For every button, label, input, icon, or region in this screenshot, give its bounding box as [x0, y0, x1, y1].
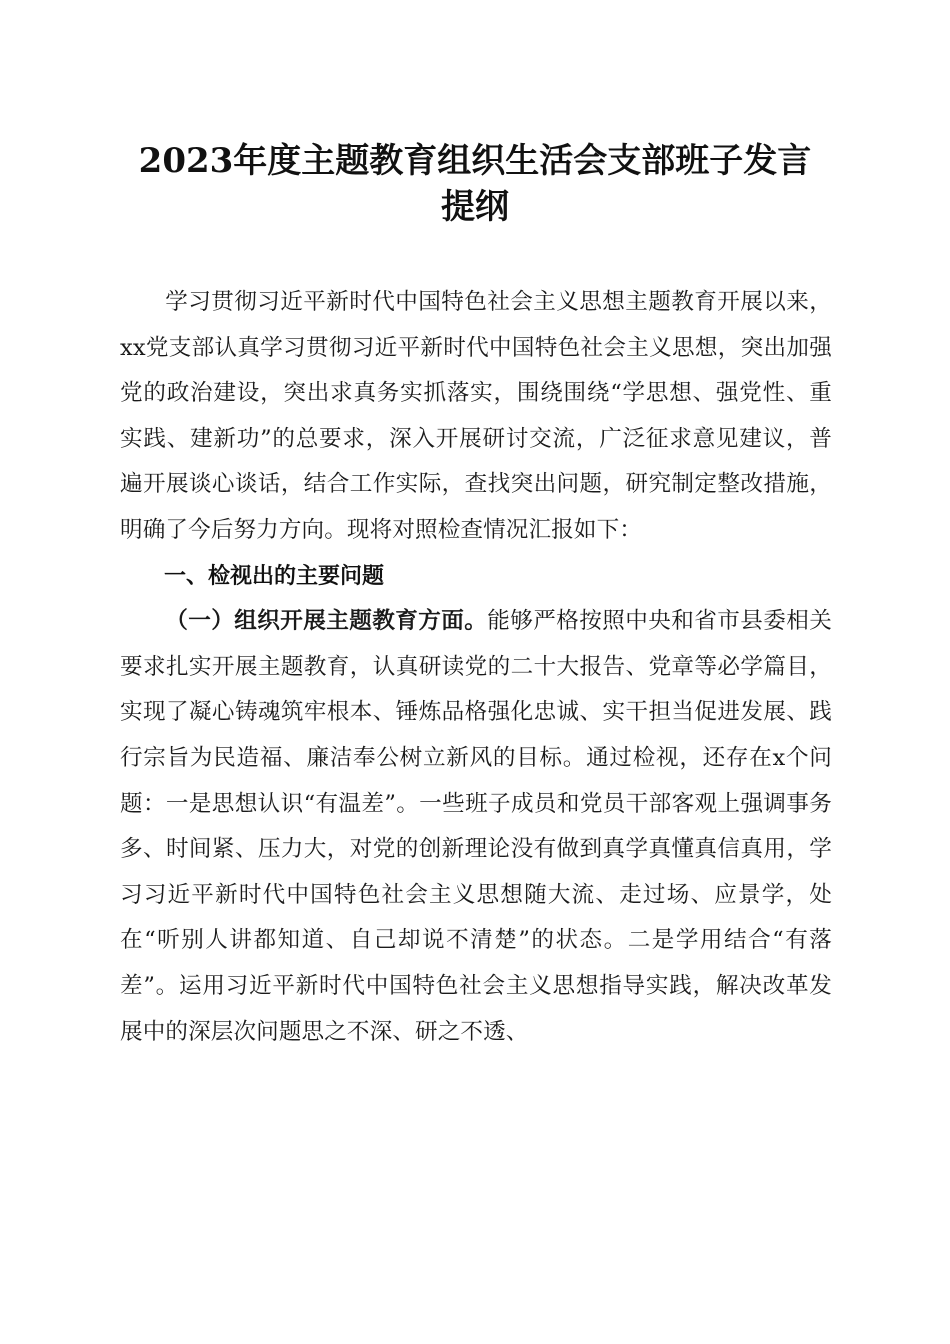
subsection-text: 能够严格按照中央和省市县委相关要求扎实开展主题教育，认真研读党的二十大报告、党章等必学篇目，实现了凝心铸魂筑牢根本、锤炼品格强化忠诚、实干担当促进发展、践行宗旨为民造福、廉洁奉公树立新风的目标。通过检视，还存在x个问题：一是思想认识“有温差”。一些班子成员和党员干部客观上强调事务多、时间紧、压力大，对党的创新理论没有做到真学真懂真信真用，学习习近平新时代中国特色社会主义思想随大流、走过场、应景学，处在“听别人讲都知道、自己却说不清楚”的状态。二是学用结合“有落差”。运用习近平新时代中国特色社会主义思想指导实践，解决改革发展中的深层次问题思之不深、研之不透、 [120, 608, 832, 1045]
document-body [120, 280, 832, 1055]
intro-paragraph: 学习贯彻习近平新时代中国特色社会主义思想主题教育开展以来，xx党支部认真学习贯彻习近平新时代中国特色社会主义思想，突出加强党的政治建设，突出求真务实抓落实，围绕围绕“学思想、强党性、重实践、建新功”的总要求，深入开展研讨交流，广泛征求意见建议，普遍开展谈心谈话，结合工作实际，查找突出问题，研究制定整改措施，明确了今后努力方向。现将对照检查情况汇报如下： [120, 289, 832, 543]
subsection-paragraph [120, 599, 832, 1055]
title-line-2: 提纲 [441, 187, 509, 227]
document-title [120, 138, 830, 230]
subsection-lead: （一）组织开展主题教育方面。 [165, 608, 488, 635]
title-line-1: 2023年度主题教育组织生活会支部班子发言 [138, 141, 812, 181]
section-heading: 一、检视出的主要问题 [164, 563, 385, 589]
